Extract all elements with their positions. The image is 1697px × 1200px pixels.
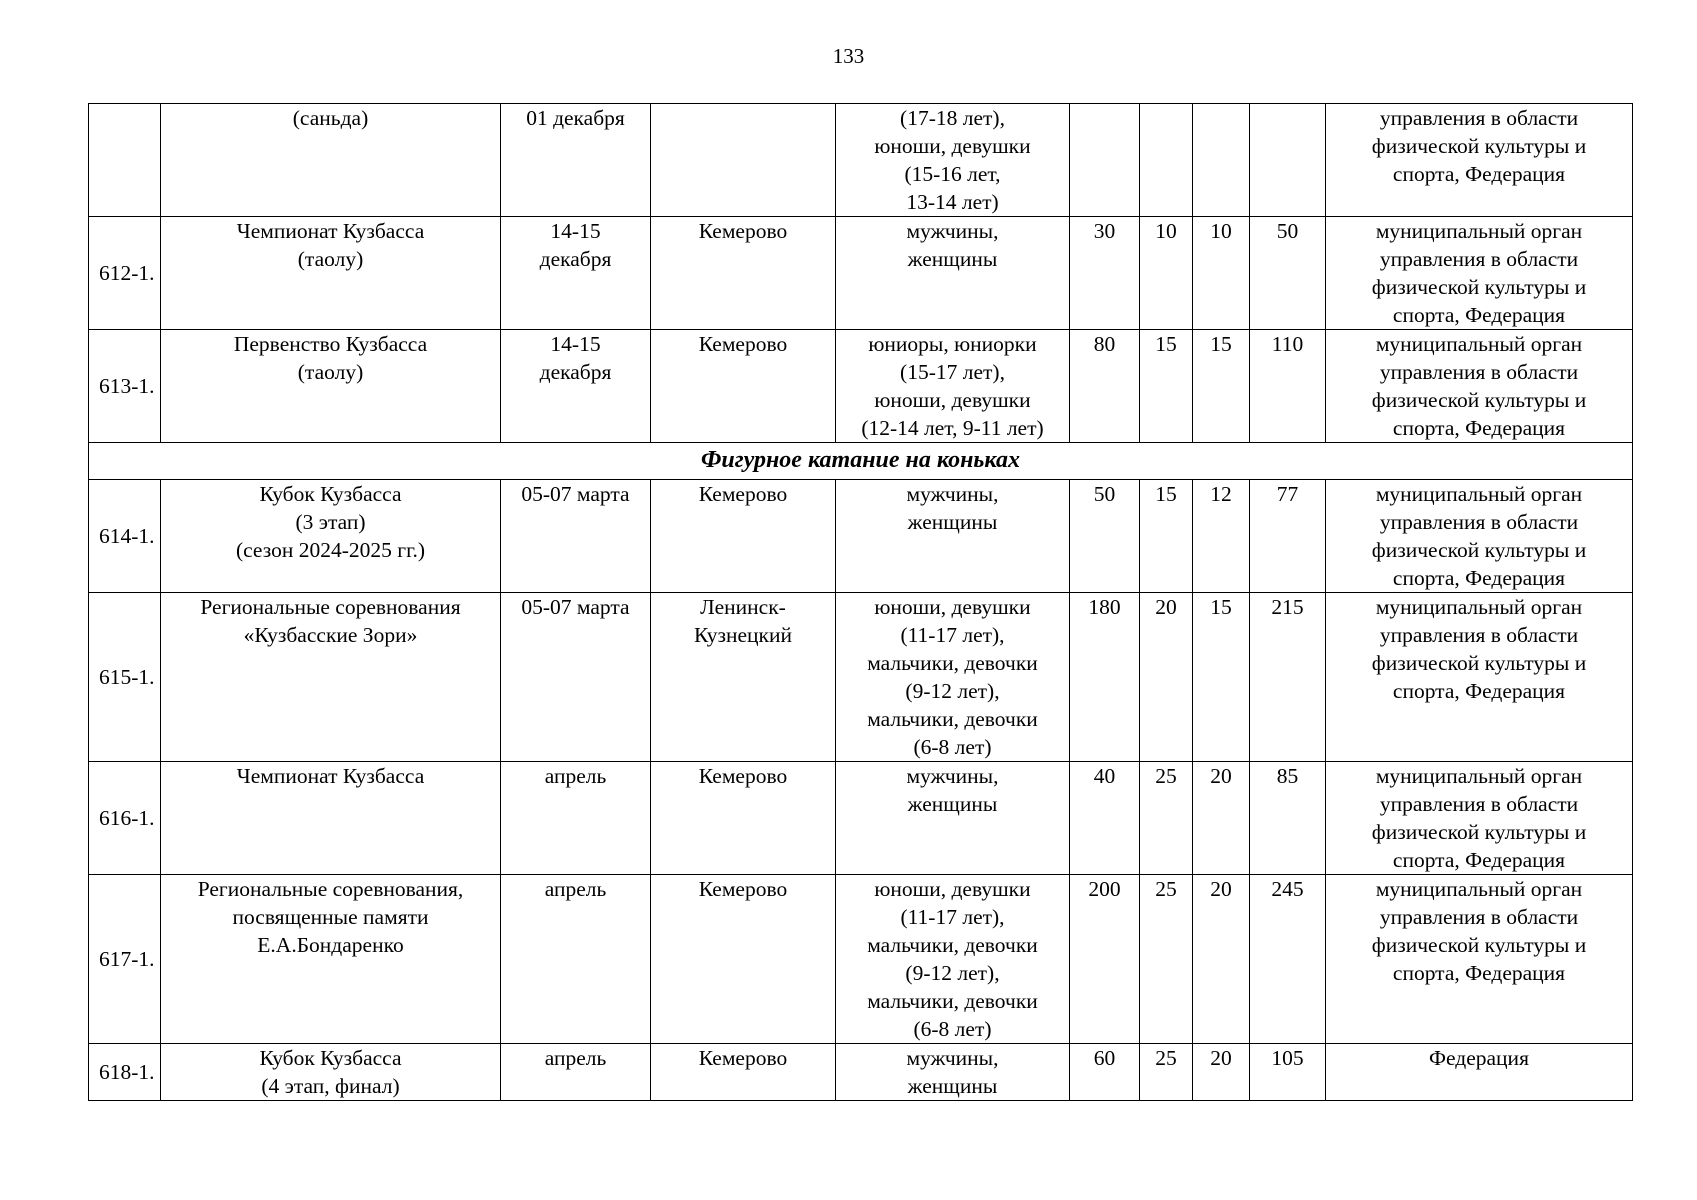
participant-category-cell: мужчины, женщины: [836, 217, 1070, 330]
event-date-cell: 14-15 декабря: [501, 217, 651, 330]
event-place-cell: Кемерово: [651, 217, 836, 330]
rows-before-section: [89, 104, 1633, 443]
event-place-cell: Ленинск- Кузнецкий: [651, 593, 836, 762]
participants-count-cell: 60: [1070, 1044, 1140, 1101]
event-date-cell: апрель: [501, 762, 651, 875]
organizer-cell: управления в области физической культуры и спорта, Федерация: [1326, 104, 1633, 217]
judges-count-cell: 25: [1140, 762, 1193, 875]
judges-count-cell: 25: [1140, 1044, 1193, 1101]
organizer-cell: муниципальный орган управления в области физической культуры и спорта, Федерация: [1326, 217, 1633, 330]
participants-count-cell: 30: [1070, 217, 1140, 330]
participants-count-cell: [1070, 104, 1140, 217]
participants-count-cell: 50: [1070, 480, 1140, 593]
coaches-count-cell: 15: [1193, 330, 1250, 443]
event-date-cell: 14-15 декабря: [501, 330, 651, 443]
organizer-cell: муниципальный орган управления в области физической культуры и спорта, Федерация: [1326, 330, 1633, 443]
event-name-cell: Региональные соревнования, посвященные памяти Е.А.Бондаренко: [161, 875, 501, 1044]
event-place-cell: [651, 104, 836, 217]
event-name-cell: Чемпионат Кузбасса (таолу): [161, 217, 501, 330]
organizer-cell: муниципальный орган управления в области физической культуры и спорта, Федерация: [1326, 875, 1633, 1044]
coaches-count-cell: 20: [1193, 762, 1250, 875]
row-number-cell: 612-1.: [89, 217, 161, 330]
section-header-row: [89, 443, 1633, 480]
event-date-cell: 01 декабря: [501, 104, 651, 217]
row-number-cell: 616-1.: [89, 762, 161, 875]
participant-category-cell: (17-18 лет), юноши, девушки (15-16 лет, 13-14 лет): [836, 104, 1070, 217]
event-place-cell: Кемерово: [651, 330, 836, 443]
event-name-cell: Региональные соревнования «Кузбасские Зори»: [161, 593, 501, 762]
organizer-cell: Федерация: [1326, 1044, 1633, 1101]
event-date-cell: 05-07 марта: [501, 593, 651, 762]
page-number: 133: [832, 44, 865, 68]
total-count-cell: 245: [1250, 875, 1326, 1044]
rows-after-section: [89, 480, 1633, 1101]
event-date-cell: 05-07 марта: [501, 480, 651, 593]
table-row: [89, 1044, 1633, 1101]
event-name-cell: Кубок Кузбасса (3 этап) (сезон 2024-2025 гг.): [161, 480, 501, 593]
event-name-cell: (саньда): [161, 104, 501, 217]
participant-category-cell: мужчины, женщины: [836, 1044, 1070, 1101]
total-count-cell: 110: [1250, 330, 1326, 443]
event-date-cell: апрель: [501, 875, 651, 1044]
event-place-cell: Кемерово: [651, 1044, 836, 1101]
coaches-count-cell: 20: [1193, 1044, 1250, 1101]
participant-category-cell: мужчины, женщины: [836, 762, 1070, 875]
participants-count-cell: 80: [1070, 330, 1140, 443]
row-number-cell: 614-1.: [89, 480, 161, 593]
table-row: [89, 330, 1633, 443]
judges-count-cell: 20: [1140, 593, 1193, 762]
section-header-group: [89, 443, 1633, 480]
coaches-count-cell: 20: [1193, 875, 1250, 1044]
table-row: [89, 593, 1633, 762]
event-place-cell: Кемерово: [651, 875, 836, 1044]
row-number-cell: 618-1.: [89, 1044, 161, 1101]
participant-category-cell: юноши, девушки (11-17 лет), мальчики, девочки (9-12 лет), мальчики, девочки (6-8 лет): [836, 593, 1070, 762]
table-row: [89, 762, 1633, 875]
participants-count-cell: 180: [1070, 593, 1140, 762]
coaches-count-cell: 10: [1193, 217, 1250, 330]
total-count-cell: 85: [1250, 762, 1326, 875]
total-count-cell: 105: [1250, 1044, 1326, 1101]
section-title: Фигурное катание на коньках: [89, 443, 1633, 480]
coaches-count-cell: 12: [1193, 480, 1250, 593]
events-table: [88, 103, 1633, 1101]
participant-category-cell: юниоры, юниорки (15-17 лет), юноши, девушки (12-14 лет, 9-11 лет): [836, 330, 1070, 443]
participants-count-cell: 200: [1070, 875, 1140, 1044]
coaches-count-cell: [1193, 104, 1250, 217]
participant-category-cell: юноши, девушки (11-17 лет), мальчики, девочки (9-12 лет), мальчики, девочки (6-8 лет): [836, 875, 1070, 1044]
judges-count-cell: [1140, 104, 1193, 217]
row-number-cell: [89, 104, 161, 217]
table-row: [89, 217, 1633, 330]
organizer-cell: муниципальный орган управления в области физической культуры и спорта, Федерация: [1326, 593, 1633, 762]
row-number-cell: 617-1.: [89, 875, 161, 1044]
table-row: [89, 104, 1633, 217]
judges-count-cell: 10: [1140, 217, 1193, 330]
row-number-cell: 615-1.: [89, 593, 161, 762]
organizer-cell: муниципальный орган управления в области физической культуры и спорта, Федерация: [1326, 480, 1633, 593]
event-place-cell: Кемерово: [651, 762, 836, 875]
coaches-count-cell: 15: [1193, 593, 1250, 762]
judges-count-cell: 25: [1140, 875, 1193, 1044]
total-count-cell: 77: [1250, 480, 1326, 593]
table-row: [89, 480, 1633, 593]
total-count-cell: 215: [1250, 593, 1326, 762]
judges-count-cell: 15: [1140, 480, 1193, 593]
judges-count-cell: 15: [1140, 330, 1193, 443]
table-row: [89, 875, 1633, 1044]
event-name-cell: Первенство Кузбасса (таолу): [161, 330, 501, 443]
participants-count-cell: 40: [1070, 762, 1140, 875]
participant-category-cell: мужчины, женщины: [836, 480, 1070, 593]
event-name-cell: Кубок Кузбасса (4 этап, финал): [161, 1044, 501, 1101]
event-place-cell: Кемерово: [651, 480, 836, 593]
event-name-cell: Чемпионат Кузбасса: [161, 762, 501, 875]
total-count-cell: [1250, 104, 1326, 217]
event-date-cell: апрель: [501, 1044, 651, 1101]
total-count-cell: 50: [1250, 217, 1326, 330]
organizer-cell: муниципальный орган управления в области физической культуры и спорта, Федерация: [1326, 762, 1633, 875]
row-number-cell: 613-1.: [89, 330, 161, 443]
